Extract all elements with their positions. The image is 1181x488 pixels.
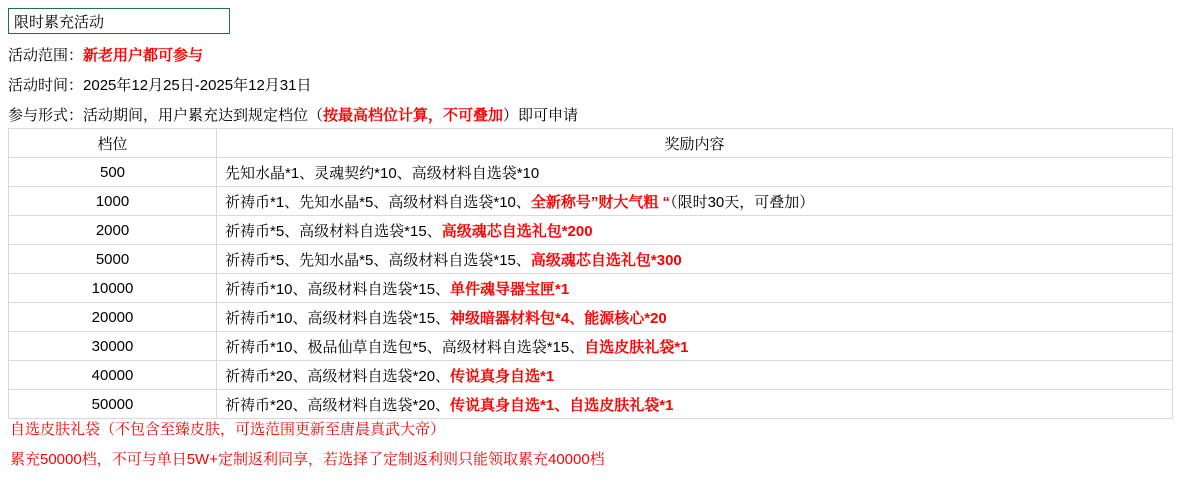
table-row xyxy=(9,216,1173,245)
cell-tier[interactable]: 50000 xyxy=(9,390,217,419)
table-row xyxy=(9,361,1173,390)
cell-tier[interactable]: 500 xyxy=(9,158,217,187)
reward-segment: （限时30天，可叠加） xyxy=(670,193,815,211)
table-body xyxy=(9,158,1173,419)
participation-pre-text: 活动期间，用户累充达到规定档位（ xyxy=(83,107,324,124)
cell-tier[interactable]: 40000 xyxy=(9,361,217,390)
cell-tier[interactable]: 5000 xyxy=(9,245,217,274)
cell-tier[interactable]: 10000 xyxy=(9,274,217,303)
activity-time-value: 2025年12月25日-2025年12月31日 xyxy=(83,77,312,94)
cell-reward[interactable] xyxy=(217,361,1173,390)
table-row xyxy=(9,274,1173,303)
cell-reward[interactable] xyxy=(217,216,1173,245)
column-header-reward: 奖励内容 xyxy=(217,129,1173,158)
table-row xyxy=(9,158,1173,187)
cell-reward[interactable] xyxy=(217,245,1173,274)
activity-time-label: 活动时间： xyxy=(8,77,84,94)
activity-scope-value: 新老用户都可参与 xyxy=(83,47,204,64)
reward-segment: 全新称号”财大气粗 “ xyxy=(530,193,671,211)
reward-segment: 祈祷币*5、先知水晶*5、高级材料自选袋*15、 xyxy=(225,251,531,269)
participation-label: 参与形式： xyxy=(8,107,84,124)
reward-segment: 单件魂导器宝匣*1 xyxy=(450,280,570,298)
reward-segment: 自选皮肤礼袋*1 xyxy=(584,338,689,356)
cell-tier[interactable]: 20000 xyxy=(9,303,217,332)
cell-reward[interactable] xyxy=(217,187,1173,216)
table-header-row xyxy=(9,129,1173,158)
activity-title-cell[interactable] xyxy=(8,8,230,34)
table-row xyxy=(9,245,1173,274)
participation-post-text: ）即可申请 xyxy=(503,107,579,124)
activity-time-row xyxy=(8,74,312,95)
cell-reward[interactable] xyxy=(217,274,1173,303)
cell-reward[interactable] xyxy=(217,303,1173,332)
reward-segment: 祈祷币*20、高级材料自选袋*20、 xyxy=(225,367,451,385)
reward-segment: 高级魂芯自选礼包*200 xyxy=(441,222,593,240)
reward-segment: 祈祷币*1、先知水晶*5、高级材料自选袋*10、 xyxy=(225,193,531,211)
reward-segment: 祈祷币*10、极品仙草自选包*5、高级材料自选袋*15、 xyxy=(225,338,585,356)
cell-reward[interactable] xyxy=(217,390,1173,419)
column-header-tier: 档位 xyxy=(9,129,217,158)
reward-segment: 祈祷币*5、高级材料自选袋*15、 xyxy=(225,222,442,240)
activity-scope-label: 活动范围： xyxy=(8,47,84,64)
table-row xyxy=(9,303,1173,332)
reward-segment: 祈祷币*10、高级材料自选袋*15、 xyxy=(225,309,451,327)
reward-segment: 传说真身自选*1、自选皮肤礼袋*1 xyxy=(450,396,674,414)
reward-segment: 高级魂芯自选礼包*300 xyxy=(530,251,682,269)
participation-emphasis-text: 按最高档位计算，不可叠加 xyxy=(323,107,504,124)
cell-reward[interactable] xyxy=(217,332,1173,361)
reward-segment: 先知水晶*1、灵魂契约*10、高级材料自选袋*10 xyxy=(225,164,540,182)
activity-scope-row xyxy=(8,44,203,65)
reward-segment: 传说真身自选*1 xyxy=(450,367,555,385)
footnote-skin-bag: 自选皮肤礼袋（不包含至臻皮肤，可选范围更新至唐晨真武大帝） xyxy=(10,421,446,438)
activity-title: 限时累充活动 xyxy=(14,13,105,31)
table-row xyxy=(9,187,1173,216)
footnote-rebate-rule: 累充50000档，不可与单日5W+定制返利同享，若选择了定制返利则只能领取累充40000档 xyxy=(10,451,605,468)
reward-segment: 祈祷币*10、高级材料自选袋*15、 xyxy=(225,280,451,298)
cell-reward[interactable] xyxy=(217,158,1173,187)
table-row xyxy=(9,390,1173,419)
reward-segment: 神级暗器材料包*4、能源核心*20 xyxy=(450,309,667,327)
reward-segment: 祈祷币*20、高级材料自选袋*20、 xyxy=(225,396,451,414)
cell-tier[interactable]: 1000 xyxy=(9,187,217,216)
table-row xyxy=(9,332,1173,361)
cell-tier[interactable]: 2000 xyxy=(9,216,217,245)
participation-row xyxy=(8,104,578,125)
cell-tier[interactable]: 30000 xyxy=(9,332,217,361)
reward-table xyxy=(8,128,1173,419)
